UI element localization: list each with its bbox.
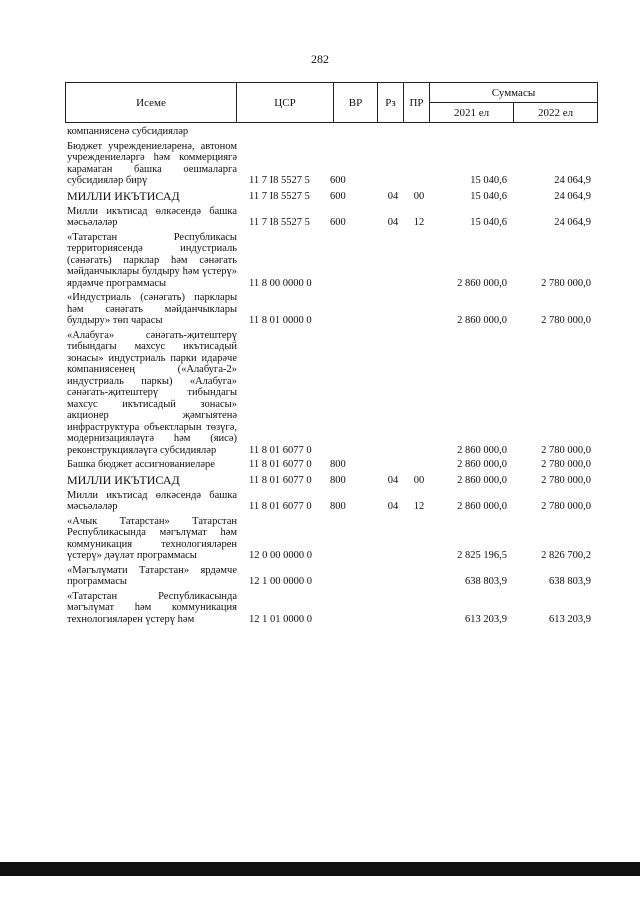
row-sum-2022: 24 064,9 [554,217,591,228]
table-row [67,190,592,203]
row-name: «Татарстан Республикасы территориясендә индустриаль (сәнәгать) парклар һәм сәнәгать мәйданчыклары булдыру һәм үстерү» ярдәмче программасы [67,231,237,289]
row-csr: 11 7 I8 5527 5 [249,191,310,202]
table-row [67,141,592,187]
row-sum-2022: 2 780 000,0 [541,277,591,289]
row-sum-2021: 2 825 196,5 [457,550,507,561]
row-rz: 04 [387,191,399,202]
row-pr: 00 [413,475,425,486]
row-sum-2021: 15 040,6 [470,191,507,202]
row-name: Милли икътисад өлкәсендә башка мәсьәләләр [67,205,237,228]
row-vr: 600 [330,191,346,202]
row-csr: 11 8 01 6077 0 [249,475,312,486]
table-row [67,206,592,229]
row-pr: 12 [413,501,425,512]
row-sum-2022: 2 826 700,2 [541,550,591,561]
row-csr: 11 7 I8 5527 5 [249,217,310,228]
col-pr-header: ПР [404,83,430,123]
row-csr: 11 7 I8 5527 5 [249,175,310,186]
row-pr: 12 [413,217,425,228]
row-sum-2022: 2 780 000,0 [541,475,591,486]
row-csr: 11 8 01 6077 0 [249,501,312,512]
table-row [67,330,592,457]
row-vr: 600 [330,217,346,228]
row-name: компаниясенә субсидияләр [67,126,189,137]
row-csr: 12 1 00 0000 0 [249,576,312,587]
row-csr: 11 8 01 0000 0 [249,315,312,326]
row-csr: 11 8 01 6077 0 [249,459,312,470]
table-row [67,565,592,588]
row-csr: 11 8 01 6077 0 [249,444,312,456]
row-sum-2022: 613 203,9 [549,613,591,625]
row-vr: 800 [330,501,346,512]
page-number: 282 [311,52,329,66]
row-name: «Ачык Татарстан» Татарстан Республикасында мәгълүмат һәм коммуникация технологияләрен үстерү» дәүләт программасы [67,515,237,561]
row-sum-2022: 2 780 000,0 [541,459,591,470]
table-row [67,516,592,562]
table-row [67,490,592,513]
row-pr: 00 [413,191,425,202]
row-sum-2022: 638 803,9 [549,576,591,587]
row-name: Милли икътисад өлкәсендә башка мәсьәләләр [67,489,237,512]
row-name: «Алабуга» сәнәгать-җитештерү тибындагы махсус икътисадый зонасы» индустриаль парки идарәче компаниясенең («Алабуга-2» индустриаль паркы) «Алабуга» сәнәгать-җитештерү тибындагы махсус икътисадый зонасы» акционер җәмгыятенә инфраструктура объектларын төзүгә, модернизацияләүгә һәм (яисә) реконструкцияләүгә субсидияләр [67,329,237,456]
row-name: МИЛЛИ ИКЪТИСАД [67,472,180,487]
row-name: Башка бюджет ассигнованиеләре [67,459,215,470]
row-sum-2022: 24 064,9 [554,175,591,186]
row-sum-2021: 2 860 000,0 [457,277,507,289]
row-sum-2022: 24 064,9 [554,191,591,202]
row-sum-2021: 638 803,9 [465,576,507,587]
row-vr: 600 [330,175,346,186]
row-name: МИЛЛИ ИКЪТИСАД [67,188,180,203]
row-rz: 04 [387,217,399,228]
table-row [67,292,592,327]
table-row [67,126,592,138]
col-2022-header: 2022 ел [514,103,598,123]
row-sum-2021: 2 860 000,0 [457,444,507,456]
row-rz: 04 [387,475,399,486]
row-csr: 12 1 01 0000 0 [249,613,312,625]
row-sum-2021: 15 040,6 [470,217,507,228]
row-vr: 800 [330,459,346,470]
row-sum-2021: 15 040,6 [470,175,507,186]
row-name: «Индустриаль (сәнәгать) парклары һәм сәнәгать мәйданчыклары булдыру» төп чарасы [67,292,237,326]
row-name: «Татарстан Республикасында мәгълүмат һәм коммуникация технологияләрен үстерү һәм [67,590,237,625]
row-sum-2021: 2 860 000,0 [457,459,507,470]
row-sum-2021: 2 860 000,0 [457,315,507,326]
col-vr-header: ВР [334,83,378,123]
row-sum-2022: 2 780 000,0 [541,501,591,512]
table-row [67,232,592,290]
row-sum-2021: 2 860 000,0 [457,501,507,512]
row-sum-2021: 613 203,9 [465,613,507,625]
col-sums-header: Суммасы [430,83,598,103]
row-sum-2021: 2 860 000,0 [457,475,507,486]
row-name: «Мәгълүмати Татарстан» ярдәмче программасы [67,564,237,587]
col-csr-header: ЦСР [237,83,334,123]
table-row [67,459,592,471]
scan-border-bar [0,862,640,876]
row-sum-2022: 2 780 000,0 [541,444,591,456]
table-row [67,474,592,487]
budget-table-header [65,82,598,123]
row-vr: 800 [330,475,346,486]
col-name-header: Исеме [66,83,237,123]
budget-table-body [67,126,592,625]
row-rz: 04 [387,501,399,512]
col-rz-header: Рз [378,83,404,123]
row-name: Бюджет учреждениеләренә, автоном учреждениеләргә һәм коммерциягә карамаган башка оешмаларга субсидияләр бирү [67,140,237,186]
row-csr: 12 0 00 0000 0 [249,550,312,561]
row-sum-2022: 2 780 000,0 [541,315,591,326]
table-row [67,591,592,626]
col-2021-header: 2021 ел [430,103,514,123]
row-csr: 11 8 00 0000 0 [249,277,312,289]
